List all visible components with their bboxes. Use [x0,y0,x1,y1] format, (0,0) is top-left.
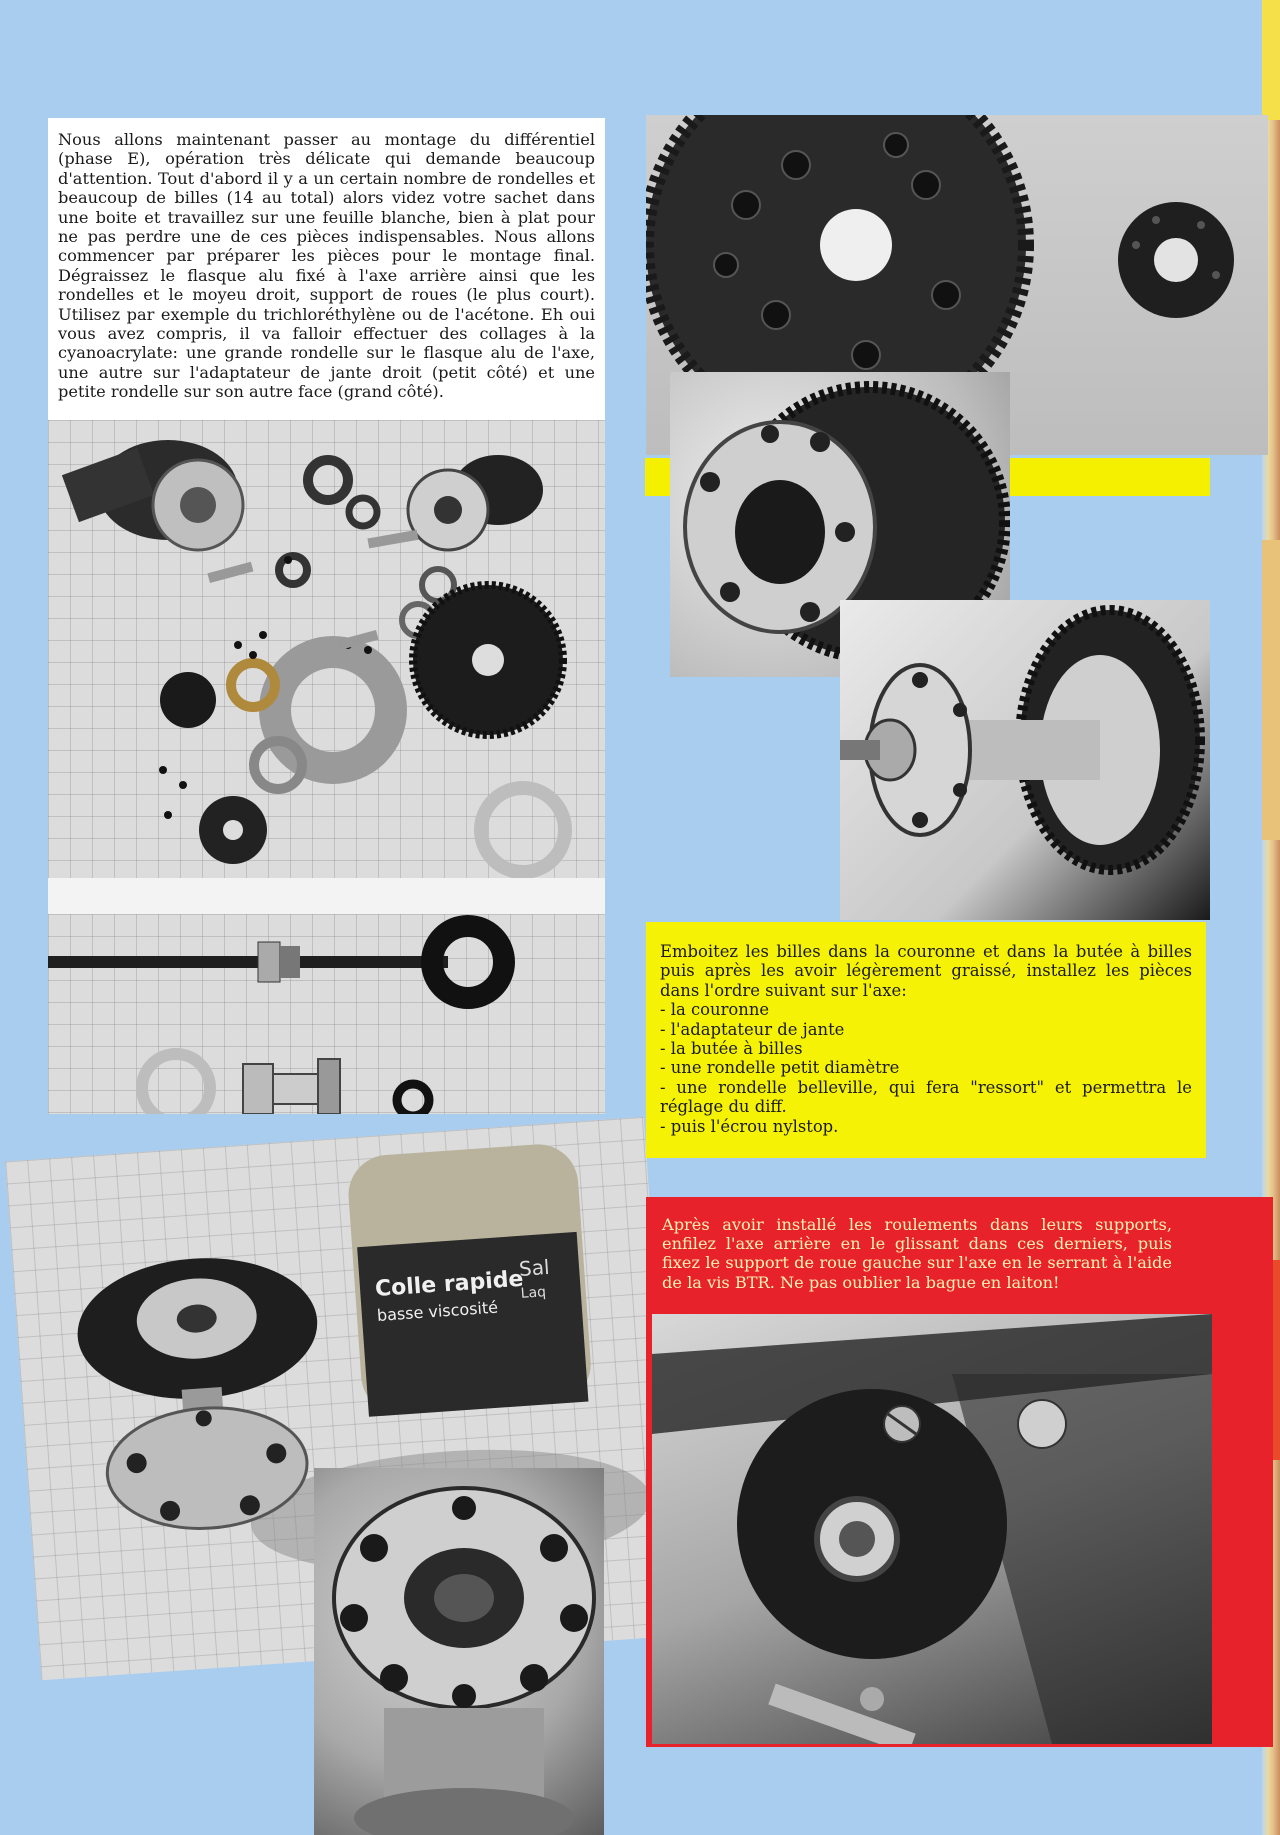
glue-label-brand2: Laq [520,1284,547,1302]
bearing-instruction-text: Après avoir installé les roulements dans leurs supports, enfilez l'axe arrière en le glissant dans ces derniers, puis fixez le support de roue gauche sur l'axe en le serrant à l'aide de la vis BTR. Ne pas oublier la bague en laiton! [662,1215,1172,1292]
bearing-chassis-illustration [652,1314,1212,1744]
photo-assembled-axle [840,600,1210,920]
assembly-step: - puis l'écrou nylstop. [660,1116,839,1136]
assembly-step: - la butée à billes [660,1039,803,1059]
diff-parts-illustration [48,420,605,878]
intro-text-block [48,118,605,420]
photo-diff-parts [48,420,605,878]
photo-bearing-chassis [652,1314,1212,1744]
assembly-step: - une rondelle belleville, qui fera "ressort" et permettra le réglage du diff. [660,1077,1192,1117]
photo-gap-strip [48,878,605,914]
hub-closeup-illustration [314,1468,604,1835]
assembled-axle-illustration [840,600,1210,920]
glue-label-brand: Sal [518,1254,551,1281]
assembly-step: - une rondelle petit diamètre [660,1058,900,1078]
assembly-intro: Emboitez les billes dans la couronne et dans la butée à billes puis après les avoir légèrement graissé, installez les pièces dans l'ordre suivant sur l'axe: [660,942,1192,1000]
glue-label-line1: Colle rapide [374,1266,525,1303]
glue-label-line2: basse viscosité [376,1297,499,1325]
axle-washers-illustration [48,914,605,1114]
intro-paragraph: Nous allons maintenant passer au montage du différentiel (phase E), opération très délicate qui demande beaucoup d'attention. Tout d'abord il y a un certain nombre de rondelles et beaucoup de billes (14 au total) alors videz votre sachet dans une boite et travaillez sur une feuille blanche, bien à plat pour ne pas perdre une de ces pièces indispensables. Nous allons commencer par préparer les pièces pour le montage final. Dégraissez le flasque alu fixé à l'axe arrière ainsi que les rondelles et le moyeu droit, support de roues (le plus court). Utilisez par exemple du trichloréthylène ou de l'acétone. Eh oui vous avez compris, il va falloir effectuer des collages à la cyanoacrylate: une grande rondelle sur le flasque alu de l'axe, une autre sur l'adaptateur de jante droit (petit côté) et une petite rondelle sur son autre face (grand côté). [58,130,595,402]
photo-hub-closeup [314,1468,604,1835]
assembly-order-box [646,922,1206,1158]
assembly-step: - l'adaptateur de jante [660,1019,845,1039]
photo-axle-washers [48,914,605,1114]
assembly-step: - la couronne [660,1000,770,1020]
